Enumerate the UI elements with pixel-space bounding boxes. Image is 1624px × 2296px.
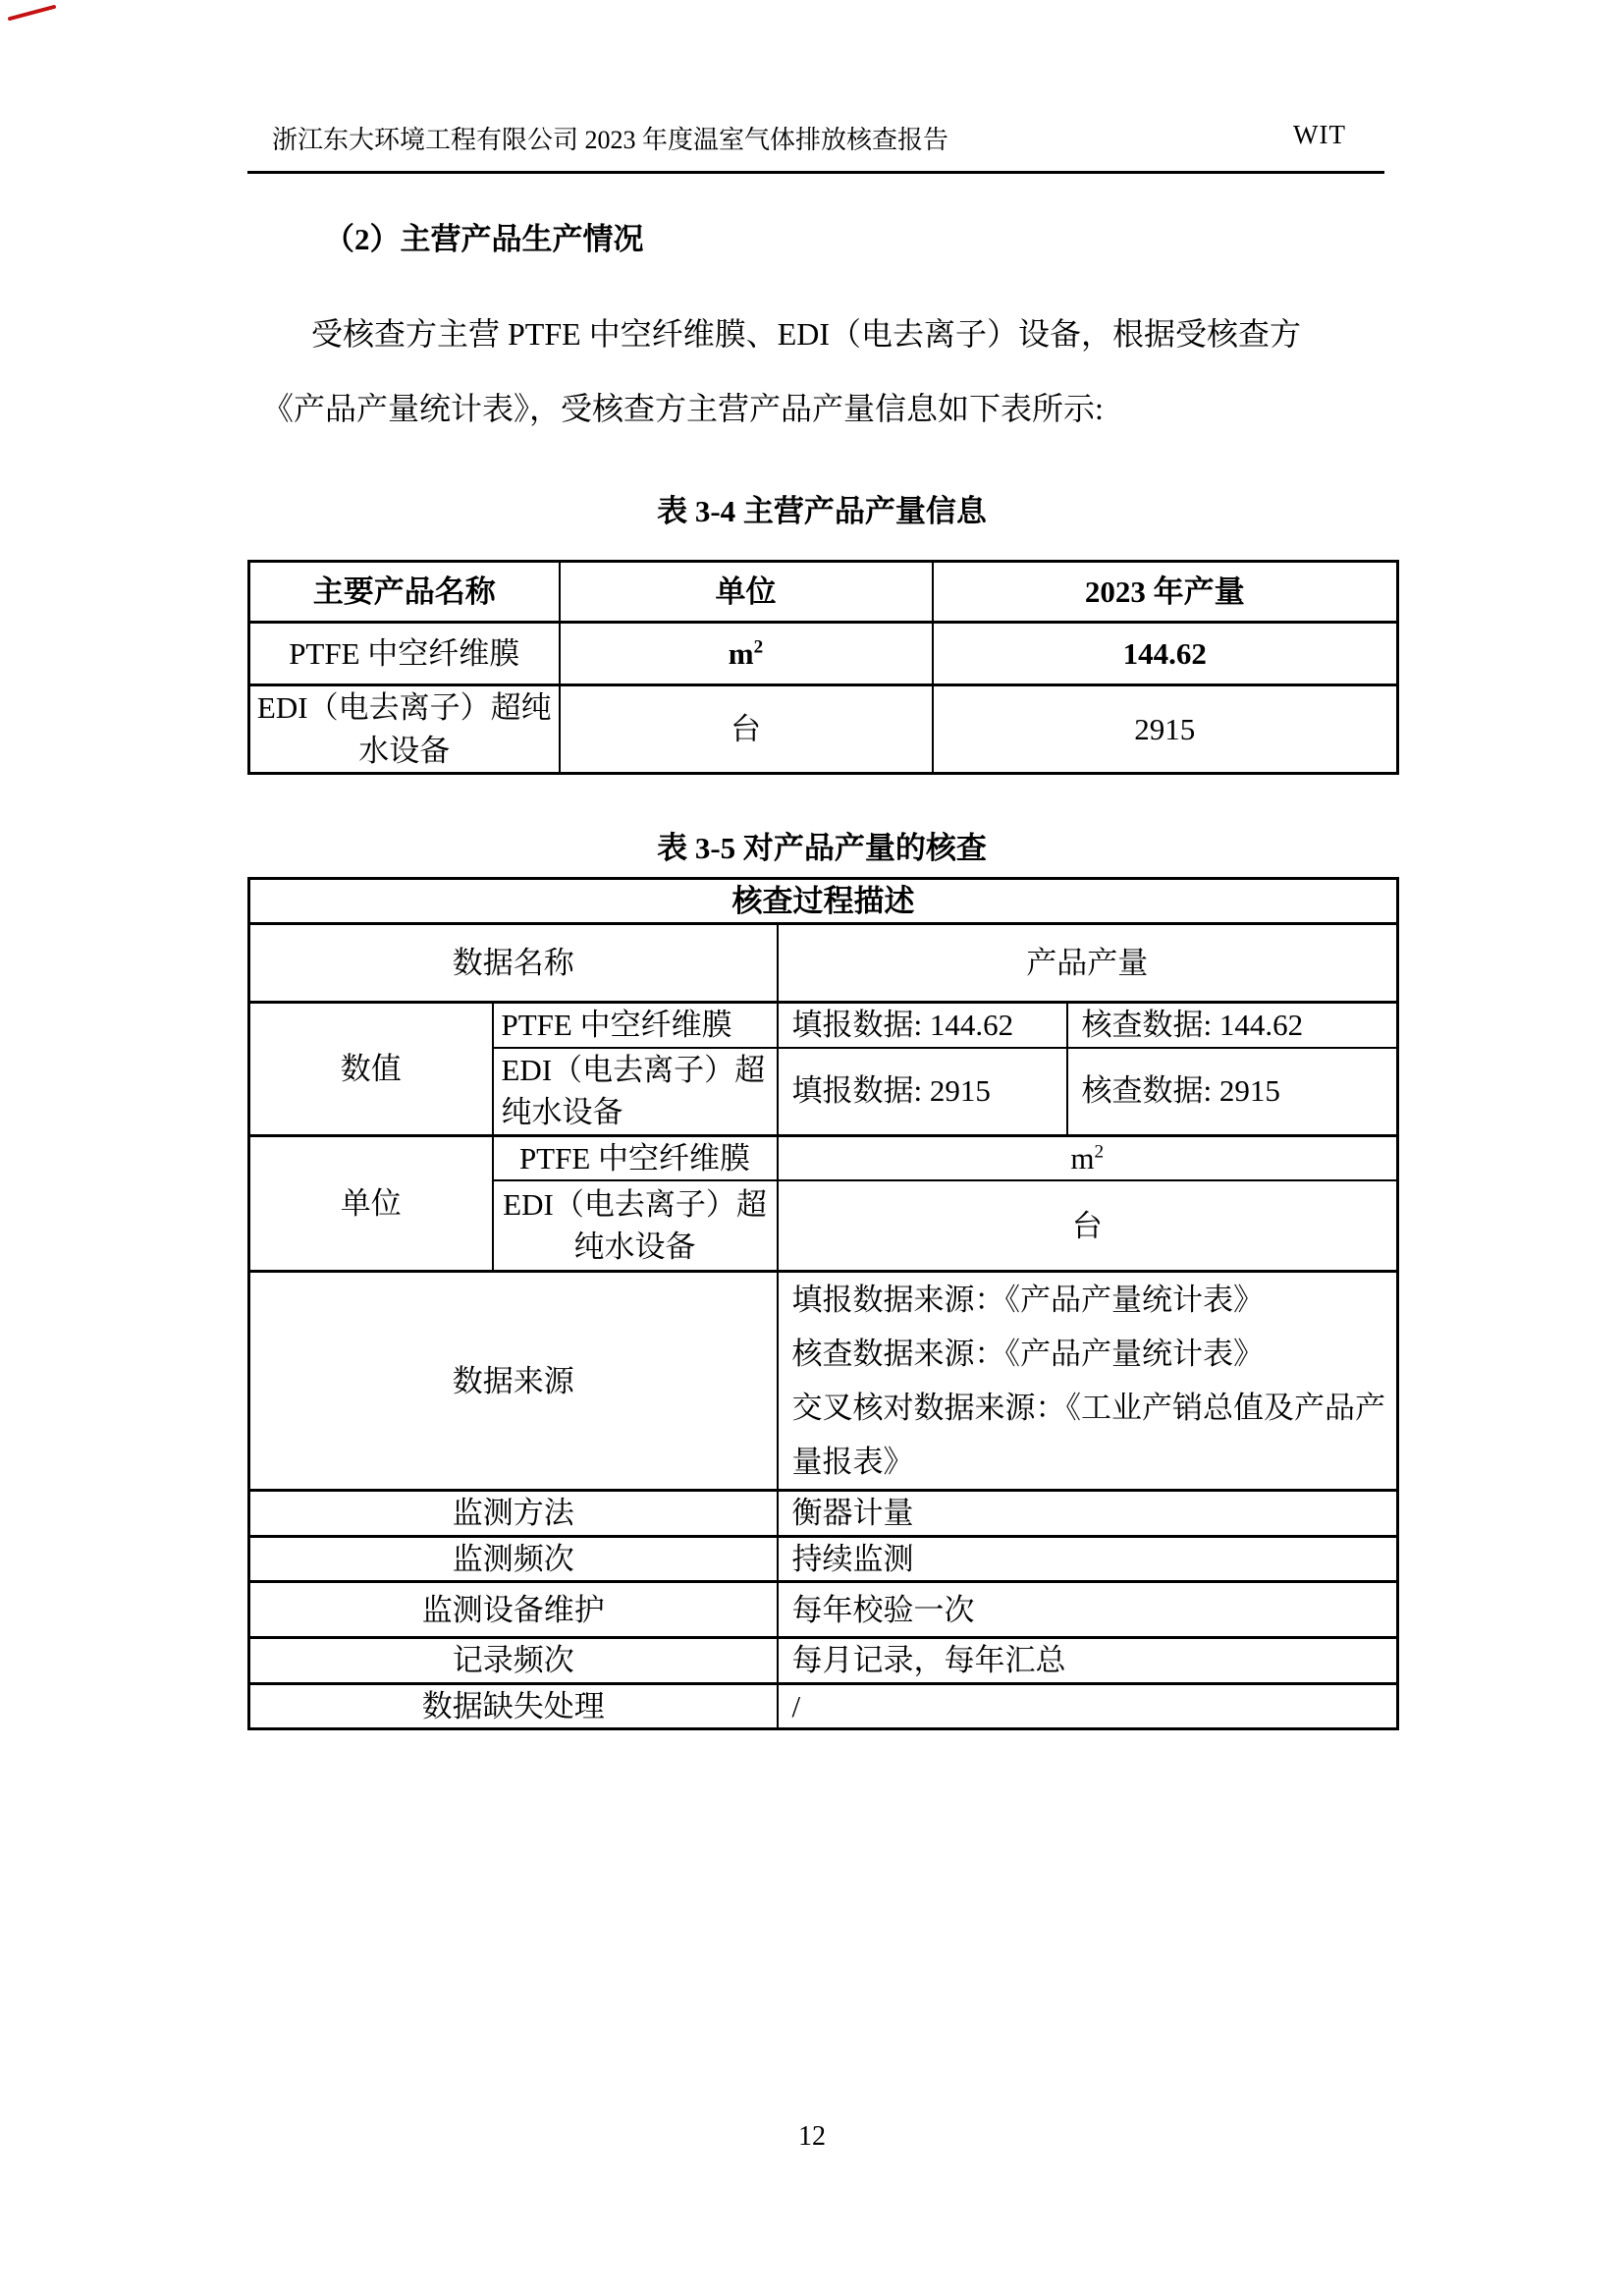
- t35-value-ptfe-reported: 填报数据: 144.62: [778, 1003, 1067, 1048]
- paragraph-line-1: 受核查方主营 PTFE 中空纤维膜、EDI（电去离子）设备，根据受核查方: [311, 316, 1302, 352]
- table-row: [249, 685, 1398, 774]
- t35-unit-section-label: 单位: [249, 1135, 493, 1272]
- t35-row-monitor-frequency-label: 监测频次: [249, 1536, 778, 1581]
- table-row: [249, 1135, 1398, 1180]
- t35-unit-ptfe-unit: [778, 1135, 1398, 1180]
- unit-base: m: [1070, 1140, 1095, 1175]
- source-line-3: 交叉核对数据来源：《工业产销总值及产品产: [791, 1391, 1385, 1426]
- header-logo-text: WIT: [1293, 120, 1346, 149]
- t35-row-device-maintenance-value: 每年校验一次: [778, 1582, 1398, 1638]
- table-row: [249, 1683, 1398, 1728]
- t35-unit-edi-unit: 台: [778, 1180, 1398, 1272]
- t35-data-name-value: 产品产量: [778, 924, 1398, 1003]
- t34-r1-product: PTFE 中空纤维膜: [249, 623, 560, 685]
- body-paragraph: [262, 297, 1411, 446]
- t35-value-edi-reported: 填报数据: 2915: [778, 1048, 1067, 1135]
- unit-base: m: [728, 635, 754, 671]
- t35-source-cell: [778, 1272, 1398, 1491]
- source-line-1: 填报数据来源：《产品产量统计表》: [791, 1283, 1264, 1318]
- t35-row-monitor-method-value: 衡器计量: [778, 1491, 1398, 1536]
- t35-value-ptfe-verified: 核查数据: 144.62: [1067, 1003, 1398, 1048]
- footer: [0, 2121, 1624, 2153]
- t35-source-label: 数据来源: [249, 1272, 778, 1491]
- header-rule: [247, 171, 1384, 174]
- t35-value-ptfe-product: PTFE 中空纤维膜: [493, 1003, 778, 1048]
- paragraph-line-2: 《产品产量统计表》，受核查方主营产品产量信息如下表所示:: [262, 391, 1104, 426]
- t34-r2-output: 2915: [933, 685, 1398, 774]
- table-row: [249, 1536, 1398, 1581]
- t35-process-header: 核查过程描述: [249, 879, 1398, 924]
- t35-value-edi-verified: 核查数据: 2915: [1067, 1048, 1398, 1135]
- t35-row-record-frequency-value: 每月记录，每年汇总: [778, 1638, 1398, 1683]
- table35-caption: 表 3-5 对产品产量的核查: [657, 831, 987, 865]
- source-line-4: 量报表》: [791, 1445, 914, 1480]
- t35-value-edi-product: EDI（电去离子）超纯水设备: [493, 1048, 778, 1135]
- t34-r2-unit: 台: [560, 685, 933, 774]
- t35-unit-ptfe-product: PTFE 中空纤维膜: [493, 1135, 778, 1180]
- red-pen-stroke: [10, 7, 54, 19]
- t35-unit-edi-product: EDI（电去离子）超纯水设备: [493, 1180, 778, 1272]
- section-heading: （2）主营产品生产情况: [324, 222, 644, 256]
- table-row: [249, 879, 1398, 924]
- t34-header-output: 2023 年产量: [933, 562, 1398, 623]
- table-row: [249, 623, 1398, 685]
- t35-row-record-frequency-label: 记录频次: [249, 1638, 778, 1683]
- t34-header-unit: 单位: [560, 562, 933, 623]
- t35-value-section-label: 数值: [249, 1003, 493, 1135]
- table34-caption: 表 3-4 主营产品产量信息: [657, 494, 987, 528]
- table-row: [249, 1638, 1398, 1683]
- production-table: [247, 560, 1399, 775]
- header-title: 浙江东大环境工程有限公司 2023 年度温室气体排放核查报告: [272, 126, 949, 154]
- table-row: [249, 1491, 1398, 1536]
- page-number: 12: [798, 2121, 826, 2152]
- t34-header-product: 主要产品名称: [249, 562, 560, 623]
- t34-r1-output: 144.62: [933, 623, 1398, 685]
- table-row: [249, 1003, 1398, 1048]
- verification-table: [247, 877, 1399, 1730]
- unit-sup: 2: [1094, 1141, 1105, 1163]
- source-line-2: 核查数据来源：《产品产量统计表》: [791, 1337, 1264, 1372]
- t35-row-device-maintenance-label: 监测设备维护: [249, 1582, 778, 1638]
- table-row: [249, 1272, 1398, 1491]
- t35-row-missing-data-label: 数据缺失处理: [249, 1683, 778, 1728]
- t35-row-monitor-method-label: 监测方法: [249, 1491, 778, 1536]
- t34-r1-unit: [560, 623, 933, 685]
- t35-row-missing-data-value: /: [778, 1683, 1398, 1728]
- table-row: [249, 562, 1398, 623]
- red-pen-mark: [6, 2, 61, 26]
- unit-sup: 2: [753, 636, 764, 658]
- t35-row-monitor-frequency-value: 持续监测: [778, 1536, 1398, 1581]
- t34-r2-product: EDI（电去离子）超纯水设备: [249, 685, 560, 774]
- table-row: [249, 924, 1398, 1003]
- table-row: [249, 1582, 1398, 1638]
- t35-data-name-label: 数据名称: [249, 924, 778, 1003]
